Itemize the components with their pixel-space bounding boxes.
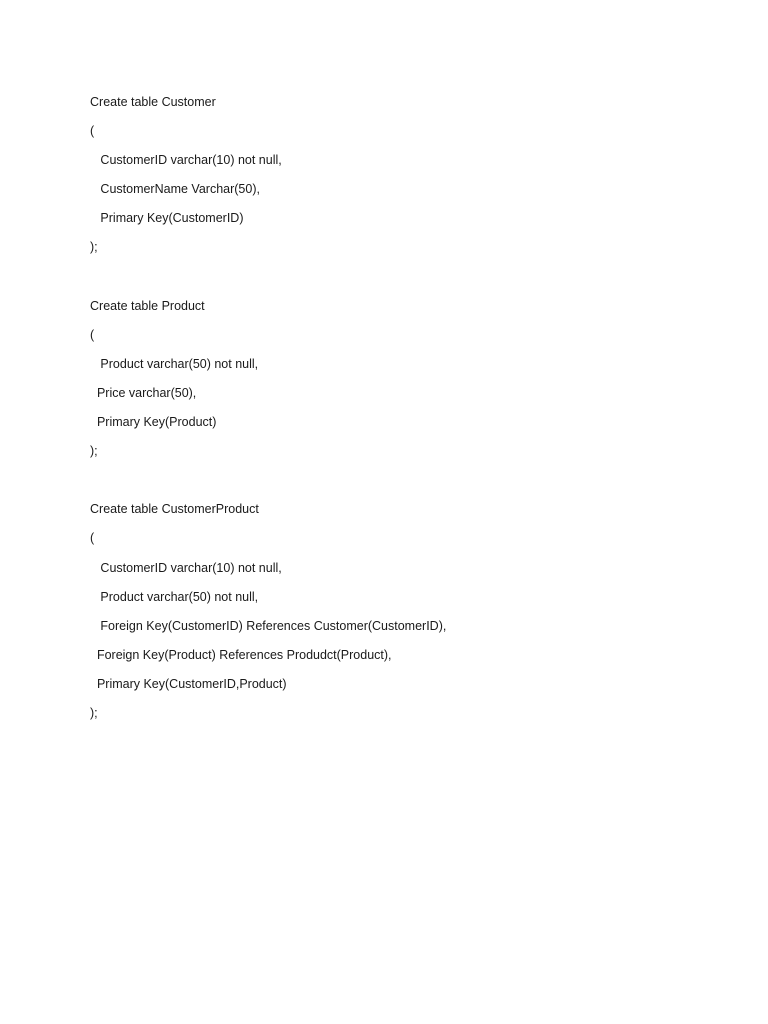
code-line: Create table CustomerProduct [90,502,259,517]
code-line: Foreign Key(Product) References Produdct(Product), [90,647,392,662]
blank-line [90,267,730,296]
code-line: ( [90,531,95,546]
code-line: Create table Product [90,298,205,313]
code-line: Product varchar(50) not null, [90,589,259,604]
sql-block-product [90,296,730,471]
code-line: ); [90,240,98,255]
code-line: ( [90,327,95,342]
code-line: ( [90,124,95,139]
code-line: Price varchar(50), [90,385,197,400]
code-line: Primary Key(Product) [90,415,217,430]
sql-block-customerproduct [90,499,730,732]
code-line: Foreign Key(CustomerID) References Customer(CustomerID), [90,618,447,633]
code-line: Primary Key(CustomerID) [90,211,244,226]
code-line: ); [90,705,98,720]
code-line: CustomerName Varchar(50), [90,182,260,197]
code-line: CustomerID varchar(10) not null, [90,560,282,575]
code-line: CustomerID varchar(10) not null, [90,153,282,168]
blank-line [90,470,730,499]
sql-block-customer [90,92,730,267]
code-line: Primary Key(CustomerID,Product) [90,676,287,691]
document-body [90,92,730,732]
code-line: ); [90,444,98,459]
code-line: Create table Customer [90,95,216,109]
code-line: Product varchar(50) not null, [90,356,259,371]
